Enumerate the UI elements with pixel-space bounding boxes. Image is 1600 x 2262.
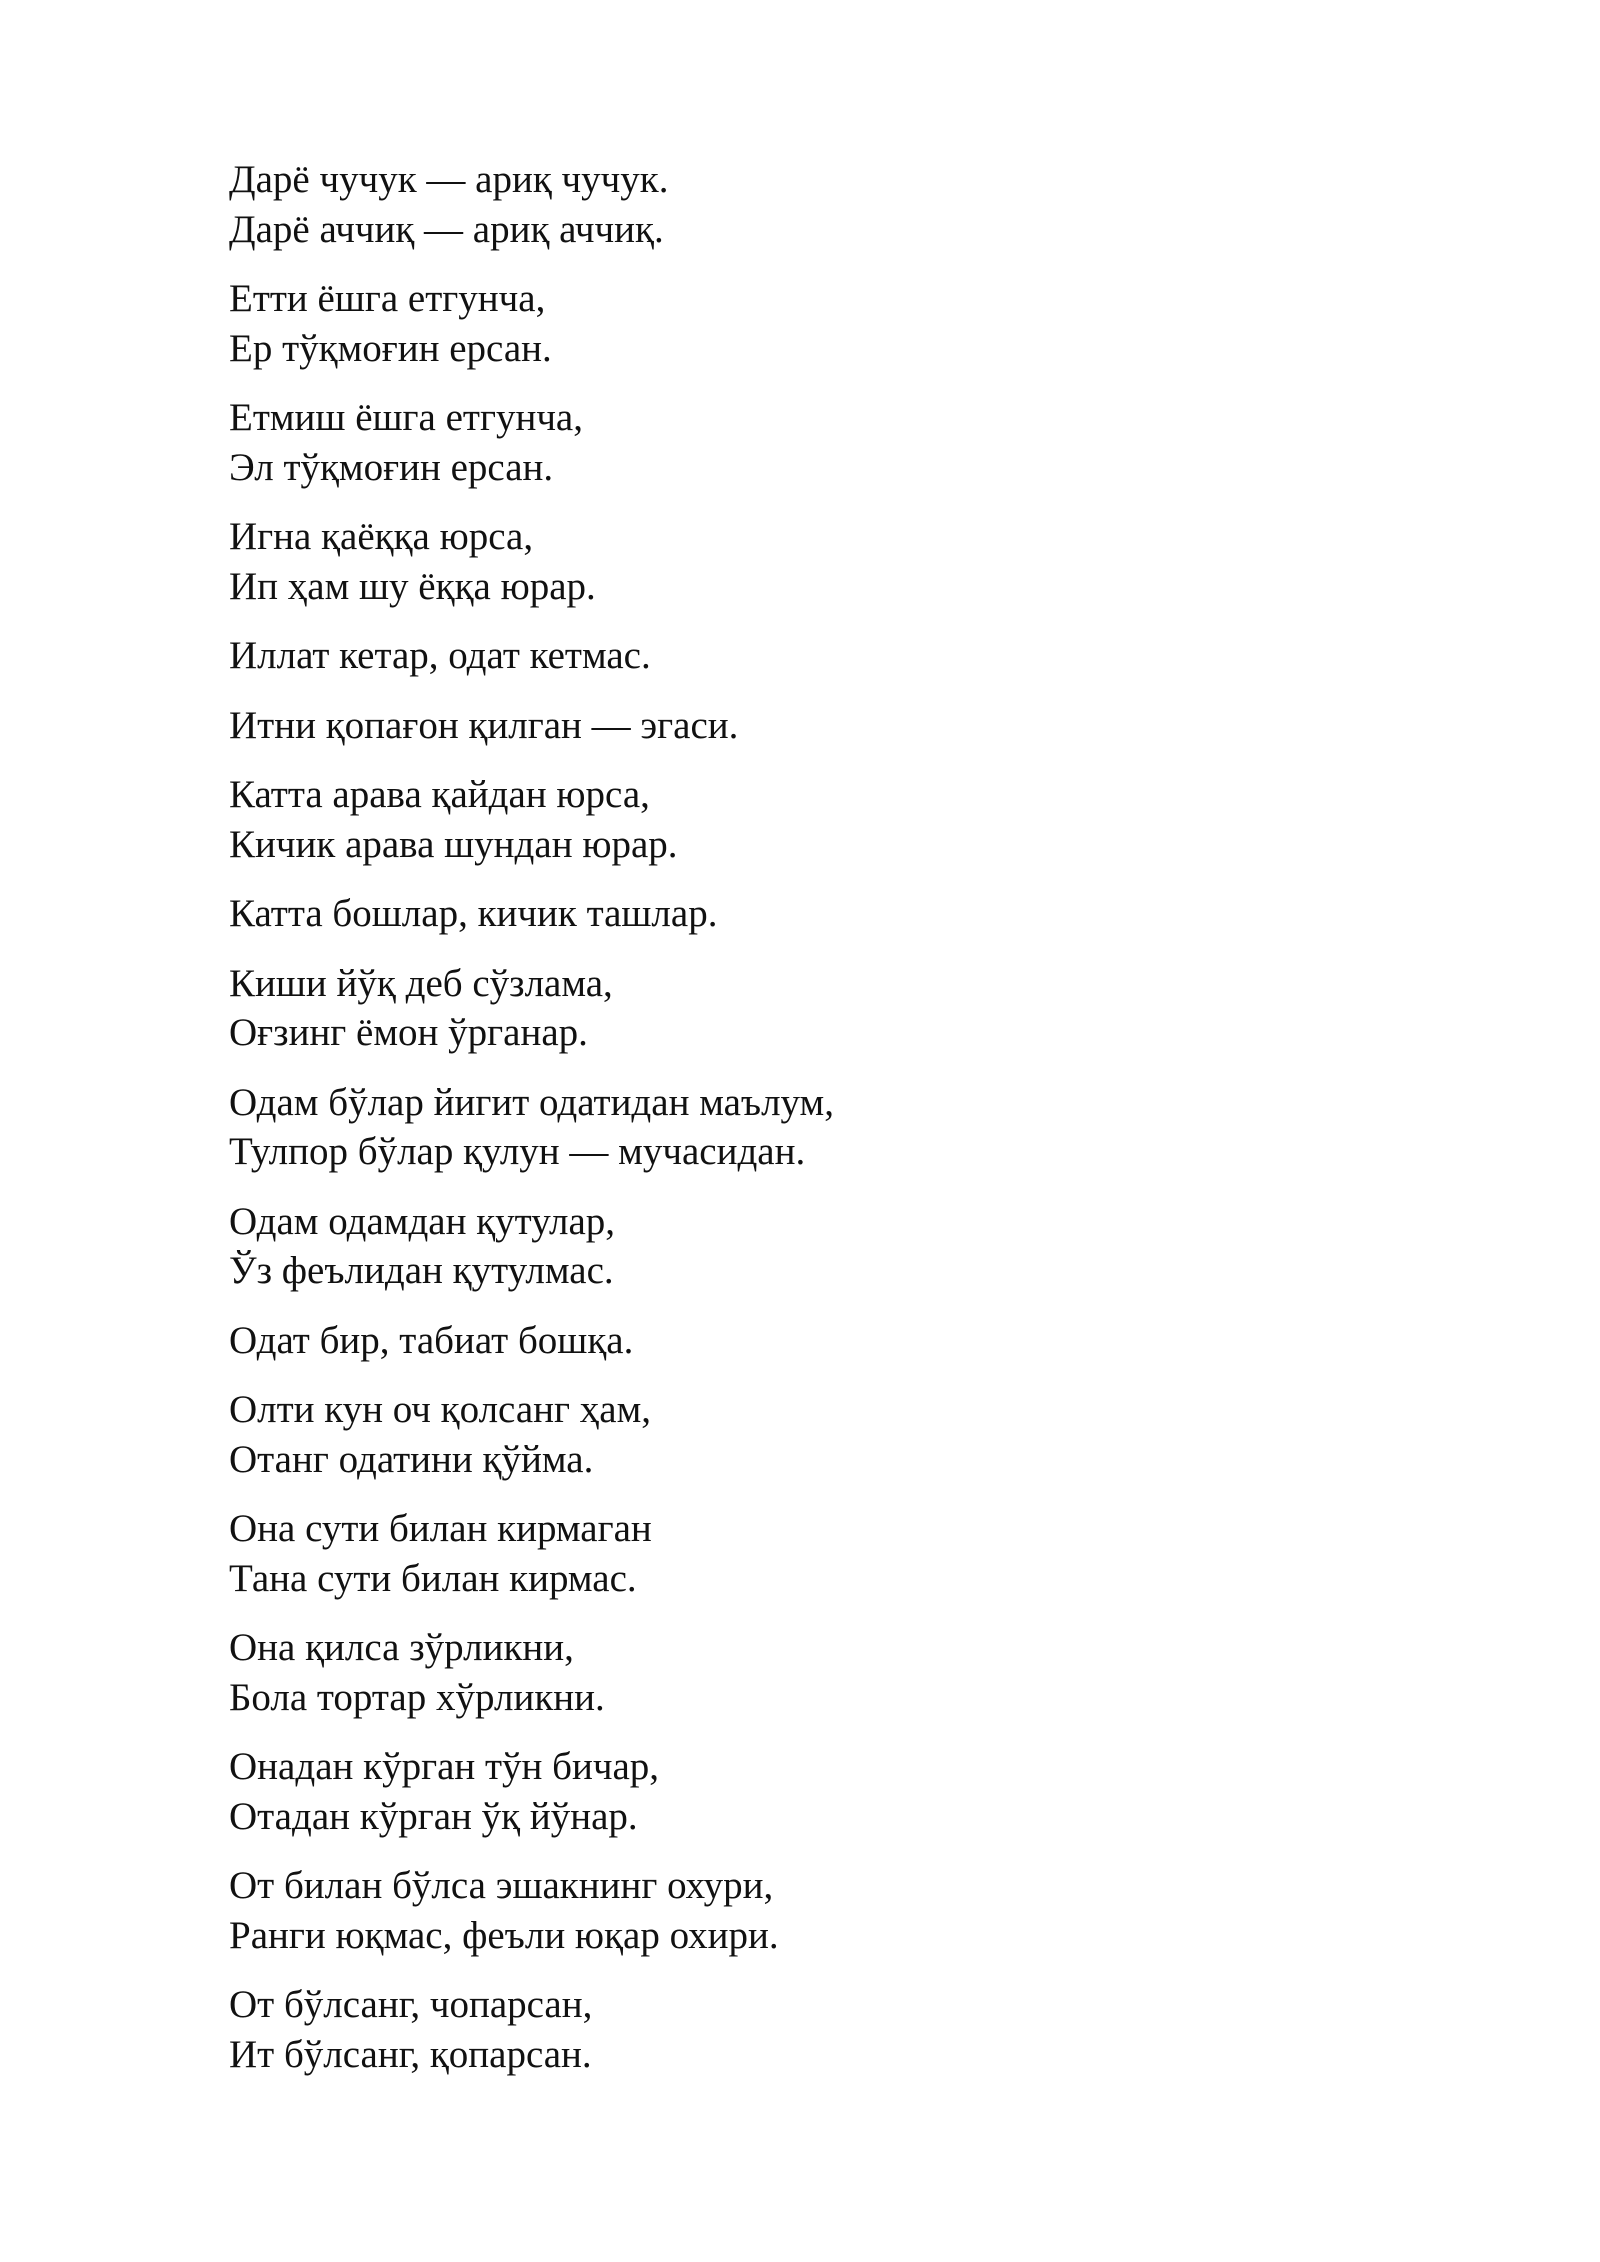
proverb-line: Отанг одатини қўйма. <box>229 1437 594 1481</box>
proverb-line: Дарё аччиқ — ариқ аччиқ. <box>229 207 664 251</box>
proverb-line: Ит бўлсанг, қопарсан. <box>229 2032 592 2076</box>
proverb-stanza <box>229 1861 1429 1960</box>
proverb-line: Етти ёшга етгунча, <box>229 277 546 320</box>
proverb-line: Дарё чучук — ариқ чучук. <box>229 158 669 201</box>
proverb-line: Бола тортар хўрликни. <box>229 1675 605 1719</box>
proverb-line: Киши йўқ деб сўзлама, <box>229 961 613 1005</box>
proverbs-text <box>229 155 1429 2099</box>
proverb-line: Эл тўқмоғин ерсан. <box>229 445 554 489</box>
proverb-stanza <box>229 1742 1429 1841</box>
proverb-line: Игна қаёққа юрса, <box>229 515 534 558</box>
proverb-line: Тулпор бўлар қулун — мучасидан. <box>229 1130 806 1173</box>
proverb-line: Ер тўқмоғин ерсан. <box>229 326 552 370</box>
proverb-line: Катта арава қайдан юрса, <box>229 773 650 816</box>
proverb-line: Оғзинг ёмон ўрганар. <box>229 1011 588 1054</box>
proverb-line: Ип ҳам шу ёққа юрар. <box>229 564 596 608</box>
proverb-stanza <box>229 1197 1429 1296</box>
proverb-stanza <box>229 393 1429 492</box>
proverb-line: Тана сути билан кирмас. <box>229 1556 637 1600</box>
proverb-line: Одам одамдан қутулар, <box>229 1199 616 1243</box>
proverb-line: Одат бир, табиат бошқа. <box>229 1318 634 1362</box>
proverb-line: Етмиш ёшга етгунча, <box>229 396 583 439</box>
proverb-stanza <box>229 770 1429 869</box>
proverb-line: Онадан кўрган тўн бичар, <box>229 1745 660 1788</box>
proverb-stanza <box>229 1504 1429 1603</box>
proverb-stanza <box>229 631 1429 681</box>
proverb-line: От билан бўлса эшакнинг охури, <box>229 1864 774 1907</box>
proverb-line: От бўлсанг, чопарсан, <box>229 1983 593 2026</box>
proverb-line: Она қилса зўрликни, <box>229 1626 574 1669</box>
proverb-line: Она сути билан кирмаган <box>229 1507 652 1550</box>
proverb-stanza <box>229 1980 1429 2079</box>
proverb-stanza <box>229 701 1429 751</box>
proverb-stanza <box>229 1316 1429 1366</box>
proverb-stanza <box>229 274 1429 373</box>
proverb-line: Ранги юқмас, феъли юқар охири. <box>229 1913 779 1957</box>
proverb-line: Ўз феълидан қутулмас. <box>229 1249 614 1292</box>
proverb-stanza <box>229 889 1429 939</box>
proverb-stanza <box>229 512 1429 611</box>
proverb-line: Итни қопағон қилган — эгаси. <box>229 703 739 747</box>
proverb-stanza <box>229 1078 1429 1177</box>
proverb-stanza <box>229 1623 1429 1722</box>
proverb-line: Одам бўлар йигит одатидан маълум, <box>229 1080 834 1124</box>
proverb-line: Кичик арава шундан юрар. <box>229 822 678 866</box>
proverb-line: Иллат кетар, одат кетмас. <box>229 634 651 677</box>
proverb-stanza <box>229 959 1429 1058</box>
proverb-line: Катта бошлар, кичик ташлар. <box>229 892 718 935</box>
proverb-line: Отадан кўрган ўқ йўнар. <box>229 1794 638 1838</box>
proverb-stanza <box>229 1385 1429 1484</box>
proverb-stanza <box>229 155 1429 254</box>
proverb-line: Олти кун оч қолсанг ҳам, <box>229 1388 652 1431</box>
